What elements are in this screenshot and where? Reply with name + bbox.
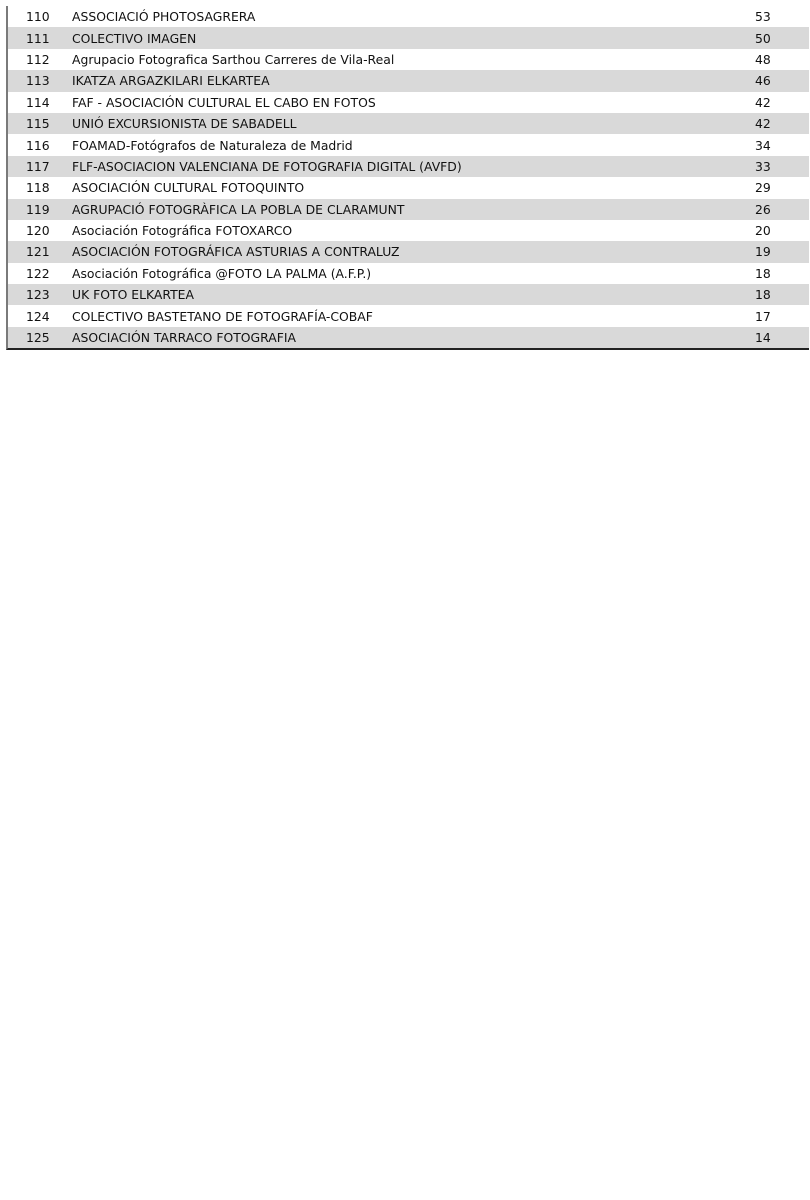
table-row	[8, 263, 809, 284]
table-row	[8, 241, 809, 262]
association-name-cell: COLECTIVO IMAGEN	[72, 30, 197, 46]
table-row	[8, 284, 809, 305]
rank-cell: 110	[26, 9, 50, 25]
table-row	[8, 199, 809, 220]
association-name-cell: Asociación Fotográfica @FOTO LA PALMA (A.F.P.)	[72, 265, 372, 281]
rank-cell: 118	[26, 180, 50, 196]
association-name-cell: ASSOCIACIÓ PHOTOSAGRERA	[72, 9, 256, 25]
table-row	[8, 327, 809, 348]
table-row	[8, 92, 809, 113]
association-name-cell: UK FOTO ELKARTEA	[72, 287, 194, 303]
association-name-cell: ASOCIACIÓN FOTOGRÁFICA ASTURIAS A CONTRALUZ	[72, 244, 400, 260]
rank-cell: 111	[26, 30, 50, 46]
score-cell: 42	[755, 94, 771, 110]
association-name-cell: FLF-ASOCIACION VALENCIANA DE FOTOGRAFIA DIGITAL (AVFD)	[72, 158, 462, 174]
table-row	[8, 6, 809, 27]
score-cell: 19	[755, 244, 771, 260]
table-row	[8, 220, 809, 241]
table-row	[8, 305, 809, 326]
association-name-cell: Agrupacio Fotografica Sarthou Carreres de Vila-Real	[72, 51, 395, 67]
rank-cell: 115	[26, 116, 50, 132]
table-row	[8, 156, 809, 177]
rank-cell: 119	[26, 201, 50, 217]
score-cell: 20	[755, 223, 771, 239]
score-cell: 34	[755, 137, 771, 153]
rank-cell: 125	[26, 330, 50, 346]
score-cell: 26	[755, 201, 771, 217]
score-cell: 53	[755, 9, 771, 25]
rank-cell: 114	[26, 94, 50, 110]
rank-cell: 121	[26, 244, 50, 260]
table-row	[8, 113, 809, 134]
rank-cell: 123	[26, 287, 50, 303]
association-name-cell: FAF - ASOCIACIÓN CULTURAL EL CABO EN FOTOS	[72, 94, 376, 110]
association-name-cell: FOAMAD-Fotógrafos de Naturaleza de Madrid	[72, 137, 353, 153]
association-name-cell: COLECTIVO BASTETANO DE FOTOGRAFÍA-COBAF	[72, 308, 373, 324]
association-name-cell: UNIÓ EXCURSIONISTA DE SABADELL	[72, 116, 297, 132]
rank-cell: 116	[26, 137, 50, 153]
rank-cell: 112	[26, 51, 50, 67]
rank-cell: 122	[26, 265, 50, 281]
score-cell: 48	[755, 51, 771, 67]
score-cell: 42	[755, 116, 771, 132]
rank-cell: 113	[26, 73, 50, 89]
table-row	[8, 27, 809, 48]
table-row	[8, 177, 809, 198]
score-cell: 29	[755, 180, 771, 196]
score-cell: 50	[755, 30, 771, 46]
score-cell: 18	[755, 287, 771, 303]
ranking-table	[6, 6, 809, 350]
rank-cell: 124	[26, 308, 50, 324]
rank-cell: 120	[26, 223, 50, 239]
score-cell: 17	[755, 308, 771, 324]
score-cell: 14	[755, 330, 771, 346]
association-name-cell: AGRUPACIÓ FOTOGRÀFICA LA POBLA DE CLARAMUNT	[72, 201, 405, 217]
table-row	[8, 49, 809, 70]
score-cell: 33	[755, 158, 771, 174]
score-cell: 18	[755, 265, 771, 281]
association-name-cell: IKATZA ARGAZKILARI ELKARTEA	[72, 73, 270, 89]
table-row	[8, 70, 809, 91]
association-name-cell: ASOCIACIÓN TARRACO FOTOGRAFIA	[72, 330, 296, 346]
association-name-cell: Asociación Fotográfica FOTOXARCO	[72, 223, 293, 239]
rank-cell: 117	[26, 158, 50, 174]
table-row	[8, 134, 809, 155]
score-cell: 46	[755, 73, 771, 89]
association-name-cell: ASOCIACIÓN CULTURAL FOTOQUINTO	[72, 180, 305, 196]
